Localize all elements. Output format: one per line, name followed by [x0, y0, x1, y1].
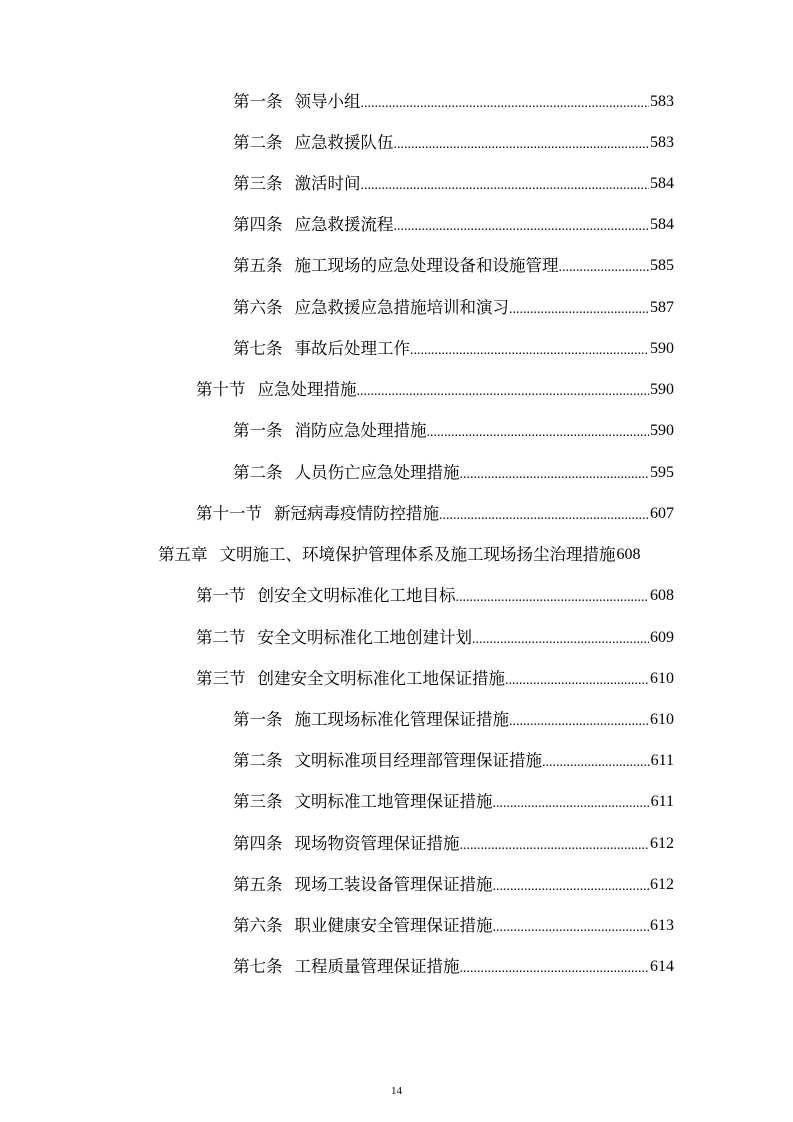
toc-entry-number: 第七条 — [233, 957, 283, 976]
toc-entry-number: 第二条 — [233, 463, 283, 482]
toc-entry-number: 第一条 — [233, 421, 283, 440]
toc-entry[interactable] — [233, 461, 674, 485]
toc-entry-page: 611 — [650, 752, 674, 769]
toc-entry[interactable] — [233, 790, 674, 814]
toc-entry-number: 第五条 — [233, 875, 283, 894]
toc-entry-page: 584 — [650, 175, 674, 192]
toc-entry-number: 第十节 — [196, 380, 246, 399]
dot-leader — [460, 955, 650, 979]
toc-entry-title: 应急处理措施 — [257, 380, 357, 399]
toc-entry-number: 第七条 — [233, 339, 283, 358]
toc-entry-title: 领导小组 — [294, 92, 361, 111]
toc-entry-page: 590 — [650, 381, 674, 398]
toc-entry-title: 文明标准项目经理部管理保证措施 — [294, 751, 542, 770]
toc-entry-number: 第五条 — [233, 256, 283, 275]
toc-entry-number: 第四条 — [233, 834, 283, 853]
dot-leader — [493, 914, 650, 938]
toc-entry-page: 584 — [650, 216, 674, 233]
toc-entry[interactable] — [233, 832, 674, 856]
toc-entry-title: 工程质量管理保证措施 — [294, 957, 460, 976]
toc-entry-page: 609 — [650, 629, 674, 646]
dot-leader — [460, 461, 650, 485]
toc-entry-title: 安全文明标准化工地创建计划 — [257, 628, 472, 647]
toc-entry-number: 第四条 — [233, 215, 283, 234]
toc-entry-number: 第六条 — [233, 298, 283, 317]
dot-leader — [493, 873, 650, 897]
toc-entry-page: 585 — [650, 257, 674, 274]
toc-entry-page: 590 — [650, 340, 674, 357]
toc-entry-title: 新冠病毒疫情防控措施 — [274, 504, 439, 523]
toc-entry-title: 职业健康安全管理保证措施 — [294, 916, 493, 935]
dot-leader — [505, 667, 649, 691]
toc-entry[interactable] — [233, 337, 674, 361]
dot-leader — [394, 131, 650, 155]
dot-leader — [559, 254, 650, 278]
dot-leader — [460, 832, 650, 856]
toc-entry-page: 583 — [650, 134, 674, 151]
toc-entry-title: 施工现场标准化管理保证措施 — [294, 710, 509, 729]
toc-entry[interactable] — [233, 914, 674, 938]
toc-entry-number: 第十一节 — [196, 504, 262, 523]
toc-entry-title: 人员伤亡应急处理措施 — [294, 463, 460, 482]
toc-entry-title: 应急救援应急措施培训和演习 — [294, 298, 509, 317]
toc-entry-title: 应急救援流程 — [294, 215, 394, 234]
toc-entry-number: 第二条 — [233, 133, 283, 152]
toc-entry-title: 文明施工、环境保护管理体系及施工现场扬尘治理措施 — [219, 545, 616, 564]
toc-entry-page: 613 — [650, 917, 674, 934]
dot-leader — [456, 584, 650, 608]
toc-entry-number: 第五章 — [158, 545, 208, 564]
dot-leader — [509, 708, 649, 732]
toc-entry-page: 595 — [650, 464, 674, 481]
toc-entry-number: 第三条 — [233, 792, 283, 811]
toc-entry-title: 现场物资管理保证措施 — [294, 834, 460, 853]
toc-entry-number: 第六条 — [233, 916, 283, 935]
dot-leader — [493, 790, 650, 814]
dot-leader — [439, 502, 649, 526]
toc-entry-page: 610 — [650, 670, 674, 687]
toc-entry-title: 激活时间 — [294, 174, 361, 193]
page-number: 14 — [391, 1085, 402, 1097]
toc-entry-page: 611 — [650, 793, 674, 810]
toc-entry[interactable] — [233, 708, 674, 732]
toc-entry-title: 应急救援队伍 — [294, 133, 394, 152]
toc-entry[interactable] — [233, 172, 674, 196]
toc-entry-number: 第三条 — [233, 174, 283, 193]
dot-leader — [361, 90, 650, 114]
dot-leader — [427, 419, 650, 443]
toc-entry[interactable] — [233, 254, 674, 278]
dot-leader — [394, 213, 650, 237]
toc-entry-title: 创建安全文明标准化工地保证措施 — [257, 669, 505, 688]
toc-entry-page: 610 — [650, 711, 674, 728]
dot-leader — [357, 378, 650, 402]
toc-entry[interactable] — [196, 626, 674, 650]
toc-entry-page: 612 — [650, 835, 674, 852]
dot-leader — [410, 337, 649, 361]
dot-leader — [509, 296, 649, 320]
toc-entry-number: 第一节 — [196, 586, 246, 605]
toc-entry[interactable] — [233, 131, 674, 155]
toc-entry-title: 施工现场的应急处理设备和设施管理 — [294, 256, 559, 275]
toc-entry-page: 583 — [650, 93, 674, 110]
toc-entry-title: 创安全文明标准化工地目标 — [257, 586, 456, 605]
toc-entry-page: 608 — [650, 587, 674, 604]
toc-chapter-entry[interactable] — [158, 543, 700, 567]
toc-entry-page: 590 — [650, 422, 674, 439]
toc-entry-page: 587 — [650, 299, 674, 316]
toc-entry[interactable] — [196, 667, 674, 691]
toc-entry[interactable] — [196, 502, 674, 526]
toc-entry[interactable] — [233, 90, 674, 114]
toc-entry-title: 消防应急处理措施 — [294, 421, 427, 440]
toc-entry[interactable] — [196, 378, 674, 402]
toc-entry[interactable] — [233, 873, 674, 897]
toc-entry-page: 614 — [650, 958, 674, 975]
toc-entry[interactable] — [196, 584, 674, 608]
toc-entry-number: 第二节 — [196, 628, 246, 647]
toc-entry[interactable] — [233, 296, 674, 320]
toc-entry[interactable] — [233, 213, 674, 237]
dot-leader — [542, 749, 650, 773]
toc-entry[interactable] — [233, 749, 674, 773]
toc-entry-page: 608 — [616, 546, 641, 563]
toc-entry-title: 文明标准工地管理保证措施 — [294, 792, 493, 811]
toc-entry[interactable] — [233, 955, 674, 979]
dot-leader — [361, 172, 650, 196]
toc-entry-number: 第一条 — [233, 92, 283, 111]
toc-entry-number: 第三节 — [196, 669, 246, 688]
toc-entry-page: 607 — [650, 505, 674, 522]
toc-entry[interactable] — [233, 419, 674, 443]
toc-entry-title: 现场工装设备管理保证措施 — [294, 875, 493, 894]
toc-entry-page: 612 — [650, 876, 674, 893]
toc-entry-number: 第一条 — [233, 710, 283, 729]
toc-entry-title: 事故后处理工作 — [294, 339, 410, 358]
dot-leader — [472, 626, 649, 650]
toc-entry-number: 第二条 — [233, 751, 283, 770]
